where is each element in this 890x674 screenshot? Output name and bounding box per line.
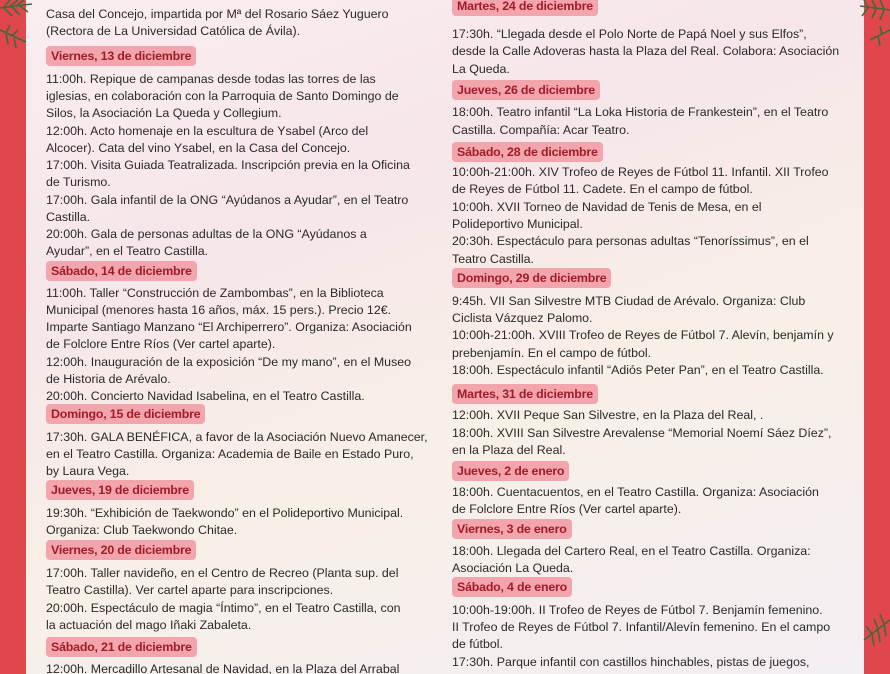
event-text-line: Asociación La Queda. bbox=[452, 561, 574, 575]
date-heading: Jueves, 26 de diciembre bbox=[452, 80, 600, 100]
event-text-line: desde la Calle Adoveras hasta la Plaza del Real. Colabora: Asociación bbox=[452, 44, 840, 58]
event-text-line: 17:00h. Gala infantil de la ONG “Ayúdanos a Ayudar”, en el Teatro bbox=[46, 193, 409, 207]
date-heading: Martes, 31 de diciembre bbox=[452, 384, 598, 404]
date-heading: Viernes, 20 de diciembre bbox=[46, 540, 196, 560]
event-text-line: de Reyes de Fútbol 11. Cadete. En el campo de fútbol. bbox=[452, 182, 753, 196]
event-text-line: 11:00h. Repique de campanas desde todas las torres de las bbox=[46, 72, 376, 86]
event-text-line: (Rectora de La Universidad Católica de Ávila). bbox=[46, 24, 301, 38]
event-text-line: de fútbol. bbox=[452, 637, 503, 651]
event-text-line: 20:00h. Espectáculo de magia “Íntimo”, en el Teatro Castilla, con bbox=[46, 601, 401, 615]
event-text-line: de Historia de Arévalo. bbox=[46, 372, 171, 386]
event-text-line: 19:30h. “Exhibición de Taekwondo” en el Polideportivo Municipal. bbox=[46, 506, 404, 520]
event-text-line: 11:00h. Taller “Construcción de Zambombas”, en la Biblioteca bbox=[46, 286, 384, 300]
date-heading: Jueves, 19 de diciembre bbox=[46, 480, 194, 500]
event-text-line: 18:00h. Espectáculo infantil “Adiós Peter Pan”, en el Teatro Castilla. bbox=[452, 363, 824, 377]
event-text-line: 17:30h. GALA BENÉFICA, a favor de la Asociación Nuevo Amanecer, bbox=[46, 430, 428, 444]
event-text-line: 18:00h. Teatro infantil “La Loka Historia de Frankestein”, en el Teatro bbox=[452, 105, 829, 119]
event-text-line: Ciclista Vázquez Palomo. bbox=[452, 311, 593, 325]
event-text-line: 17:00h. Taller navideño, en el Centro de Recreo (Planta sup. del bbox=[46, 566, 399, 580]
event-text-line: iglesias, en colaboración con la Parroquia de Santo Domingo de bbox=[46, 89, 399, 103]
event-text-line: 10:00h-19:00h. II Trofeo de Reyes de Fútbol 7. Benjamín femenino. bbox=[452, 603, 823, 617]
event-text-line: Polideportivo Municipal. bbox=[452, 217, 583, 231]
event-text-line: 20:30h. Espectáculo para personas adultas “Tenoríssimus”, en el bbox=[452, 234, 809, 248]
event-text-line: Imparte Santiago Manzano “El Archiperrero”. Organiza: Asociación bbox=[46, 320, 412, 334]
date-heading: Domingo, 29 de diciembre bbox=[452, 268, 611, 288]
event-text-line: by Laura Vega. bbox=[46, 464, 130, 478]
date-heading: Martes, 24 de diciembre bbox=[452, 0, 598, 16]
event-text-line: 10:00h-21:00h. XVIII Trofeo de Reyes de Fútbol 7. Alevín, benjamín y bbox=[452, 328, 834, 342]
event-text-line: Ayudar”, en el Teatro Castilla. bbox=[46, 244, 209, 258]
event-text-line: la actuación del mago Iñaki Zabaleta. bbox=[46, 618, 252, 632]
event-text-line: 12:00h. Acto homenaje en la escultura de Ysabel (Arco del bbox=[46, 124, 369, 138]
event-text-line: en el Teatro Castilla. Organiza: Academia de Baile en Estado Puro, bbox=[46, 447, 414, 461]
program-panel bbox=[26, 0, 864, 674]
date-heading: Sábado, 4 de enero bbox=[452, 577, 572, 597]
event-text-line: 9:45h. VII San Silvestre MTB Ciudad de Arévalo. Organiza: Club bbox=[452, 294, 806, 308]
event-text-line: La Queda. bbox=[452, 62, 510, 76]
event-text-line: Organiza: Club Taekwondo Chitae. bbox=[46, 523, 238, 537]
event-text-line: Alcocer). Cata del vino Ysabel, en la Casa del Concejo. bbox=[46, 141, 351, 155]
event-text-line: en la Plaza del Real. bbox=[452, 443, 566, 457]
event-text-line: 12:00h. Inauguración de la exposición “De my mano”, en el Museo bbox=[46, 355, 412, 369]
event-text-line: de Folclore Entre Ríos (Ver cartel aparte). bbox=[452, 502, 682, 516]
event-text-line: Municipal (menores hasta 16 años, máx. 15 pers.). Precio 12€. bbox=[46, 303, 392, 317]
event-text-line: 20:00h. Concierto Navidad Isabelina, en el Teatro Castilla. bbox=[46, 389, 365, 403]
event-text-line: 17:30h. “Llegada desde el Polo Norte de Papá Noel y sus Elfos”, bbox=[452, 27, 807, 41]
event-text-line: 18:00h. XVIII San Silvestre Arevalense “Memorial Noemí Sáez Díez”, bbox=[452, 426, 832, 440]
event-text-line: 20:00h. Gala de personas adultas de la ONG “Ayúdanos a bbox=[46, 227, 367, 241]
event-text-line: 18:00h. Llegada del Cartero Real, en el Teatro Castilla. Organiza: bbox=[452, 544, 811, 558]
date-heading: Viernes, 3 de enero bbox=[452, 519, 572, 539]
event-text-line: 17:00h. Visita Guiada Teatralizada. Inscripción previa en la Oficina bbox=[46, 158, 410, 172]
event-text-line: Teatro Castilla. bbox=[452, 252, 534, 266]
event-text-line: 10:00h. XVII Torneo de Navidad de Tenis de Mesa, en el bbox=[452, 200, 762, 214]
event-text-line: Silos, la Asociación La Queda y Collegium. bbox=[46, 106, 282, 120]
date-heading: Viernes, 13 de diciembre bbox=[46, 46, 196, 66]
event-text-line: II Trofeo de Reyes de Fútbol 7. Infantil/Alevín femenino. En el campo bbox=[452, 620, 831, 634]
event-text-line: 10:00h-21:00h. XIV Trofeo de Reyes de Fútbol 11. Infantil. XII Trofeo bbox=[452, 165, 829, 179]
event-text-line: de Folclore Entre Ríos (Ver cartel aparte). bbox=[46, 337, 276, 351]
event-text-line: Castilla. bbox=[46, 210, 91, 224]
event-text-line: Casa del Concejo, impartida por Mª del Rosario Sáez Yuguero bbox=[46, 7, 389, 21]
event-text-line: Castilla. Compañía: Acar Teatro. bbox=[452, 123, 630, 137]
date-heading: Sábado, 14 de diciembre bbox=[46, 261, 197, 281]
event-text-line: 12:00h. Mercadillo Artesanal de Navidad, en la Plaza del Arrabal bbox=[46, 662, 400, 674]
date-heading: Domingo, 15 de diciembre bbox=[46, 404, 205, 424]
event-text-line: Teatro Castilla). Ver cartel aparte para inscripciones. bbox=[46, 583, 334, 597]
event-text-line: 18:00h. Cuentacuentos, en el Teatro Castilla. Organiza: Asociación bbox=[452, 485, 819, 499]
event-text-line: de Turismo. bbox=[46, 175, 111, 189]
event-text-line: 12:00h. XVII Peque San Silvestre, en la Plaza del Real, . bbox=[452, 408, 764, 422]
date-heading: Sábado, 28 de diciembre bbox=[452, 142, 603, 162]
date-heading: Jueves, 2 de enero bbox=[452, 461, 569, 481]
date-heading: Sábado, 21 de diciembre bbox=[46, 637, 197, 657]
event-text-line: prebenjamín. En el campo de fútbol. bbox=[452, 346, 652, 360]
event-text-line: 17:30h. Parque infantil con castillos hinchables, pistas de juegos, bbox=[452, 655, 810, 669]
